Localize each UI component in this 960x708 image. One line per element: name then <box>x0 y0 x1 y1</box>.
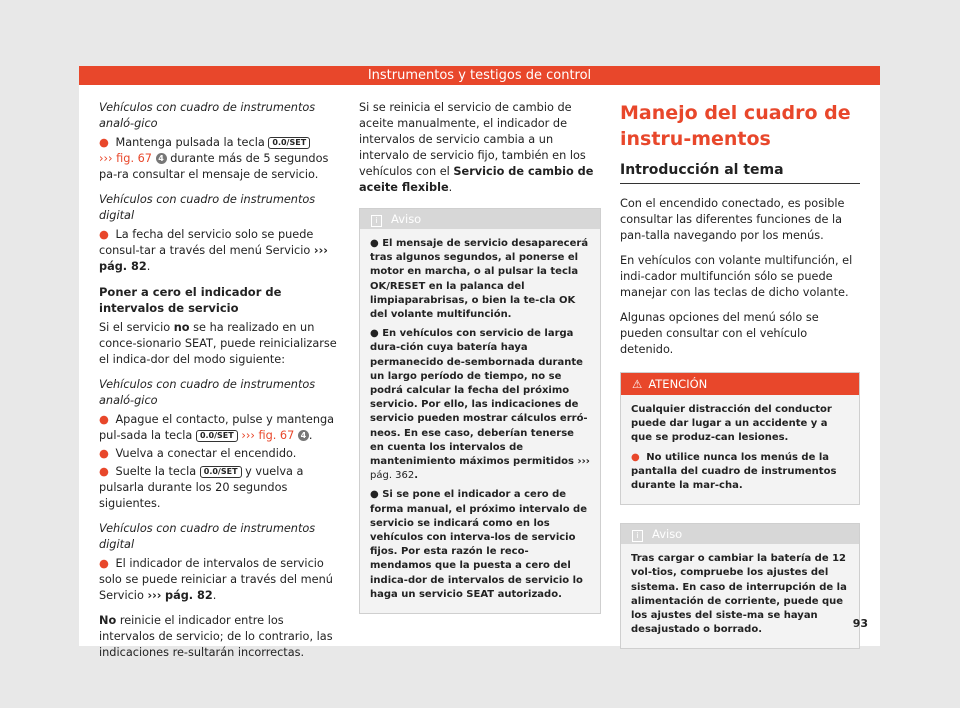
bullet-icon: ● <box>99 413 109 426</box>
bullet-icon: ● <box>99 447 109 460</box>
bullet-item: ● El mensaje de servicio desaparecerá tras algunos segundos, al ponerse el motor en marcha, o al pulsar la tecla OK/RESET en la palanca del limpiaparabrisas, o bien la te-cla OK del volante multifunción. <box>370 238 589 321</box>
bullet-icon: ● <box>370 489 379 501</box>
ok-key: OK <box>558 294 576 306</box>
aviso-body: Tras cargar o cambiar la batería de 12 vol-tios, compruebe los ajustes del sistema. En caso de interrupción de la alimentación de corriente, puede que los ajustes del siste-ma se hayan desajustado o borrado. <box>631 553 847 636</box>
page-link[interactable]: pág. 362 <box>370 470 415 482</box>
paragraph: En vehículos con volante multifunción, el indi-cador multifunción sólo se puede manejar con las teclas de dicho volante. <box>620 254 853 299</box>
ref-arrows: ››› <box>99 152 113 165</box>
manual-page <box>79 66 880 659</box>
aviso-body <box>360 229 600 613</box>
page-link[interactable]: pág. 82 <box>99 260 147 273</box>
bullet-icon: ● <box>370 328 379 340</box>
bullet-item: ● El indicador de intervalos de servicio solo se puede reiniciar a través del menú Servicio ››› pág. 82. <box>99 557 333 602</box>
aviso-header: i Aviso <box>360 209 600 229</box>
paragraph: No reinicie el indicador entre los intervalos de servicio; de lo contrario, las indicaciones re-sultarán incorrectas. <box>99 614 333 659</box>
column-middle <box>359 100 601 614</box>
info-icon: i <box>371 215 382 227</box>
paragraph: Con el encendido conectado, es posible consultar las diferentes funciones de la pan-talla navegando por los menús. <box>620 197 845 242</box>
bullet-item: ● En vehículos con servicio de larga dura-ción cuya batería haya permanecido de-sembornada durante un largo período de tiempo, no se podrá calcular la fecha del próximo servicio. Por ello, las indicaciones de servicio pueden mostrar cálculos erró-neos. En ese caso, deberían tenerse en cuenta los intervalos de mantenimiento máximos permitidos ››› pág. 362. <box>370 328 590 482</box>
ref-arrows: ››› <box>313 244 328 257</box>
ref-arrows: ››› <box>241 429 255 442</box>
page-header: Instrumentos y testigos de control <box>79 66 880 85</box>
bullet-icon: ● <box>99 465 109 478</box>
info-icon: i <box>632 530 643 542</box>
bullet-icon: ● <box>99 228 109 241</box>
aviso-box <box>359 208 601 614</box>
page-link[interactable]: pág. 82 <box>165 589 213 602</box>
aviso-header: i Aviso <box>621 524 859 544</box>
bullet-item: ● Mantenga pulsada la tecla 0.0/SET ››› fig. 67 4 durante más de 5 segundos pa-ra consultar el mensaje de servicio. <box>99 136 329 181</box>
topic-title: Introducción al tema <box>620 162 860 184</box>
callout-number: 4 <box>156 153 167 164</box>
warning-header: ⚠ ATENCIÓN <box>621 373 859 395</box>
section-heading: Poner a cero el indicador de intervalos de servicio <box>99 285 282 315</box>
set-key: 0.0/SET <box>200 466 242 478</box>
subsection-title: Vehículos con cuadro de instrumentos analó-gico <box>99 101 316 130</box>
ref-arrows: ››› <box>147 589 162 602</box>
figure-link[interactable]: fig. 67 <box>258 429 295 442</box>
column-right <box>620 100 860 649</box>
bullet-icon: ● <box>631 451 640 463</box>
ok-reset-key: OK/RESET <box>370 280 426 292</box>
bullet-item: ● Suelte la tecla 0.0/SET y vuelva a pulsarla durante los 20 segundos siguientes. <box>99 465 304 510</box>
aviso-box <box>620 523 860 649</box>
set-key: 0.0/SET <box>268 137 310 149</box>
warning-body: Cualquier distracción del conductor puede dar lugar a un accidente y a que se produz-can lesiones. ● No utilice nunca los menús de la pantalla del cuadro de instrumentos durante la mar-cha. <box>621 395 859 504</box>
bullet-item: ● Vuelva a conectar el encendido. <box>99 447 297 460</box>
bullet-item: ● Si se pone el indicador a cero de forma manual, el próximo intervalo de servicio se indicará como en los vehículos con interva-los de servicio fijos. Por esta razón le reco-mendamos que la puesta a cero del indica-dor de intervalos de servicio lo haga un servicio SEAT autorizado. <box>370 489 587 600</box>
chapter-title: Manejo del cuadro de instru-mentos <box>620 102 851 150</box>
bullet-icon: ● <box>99 136 109 149</box>
page-number: 93 <box>852 617 868 630</box>
bullet-icon: ● <box>370 238 379 249</box>
callout-number: 4 <box>298 430 309 441</box>
warning-triangle-icon: ⚠ <box>632 377 643 391</box>
bullet-icon: ● <box>99 557 109 570</box>
paragraph: Si el servicio no se ha realizado en un conce-sionario SEAT, puede reinicializarse el indica-dor del modo siguiente: <box>99 321 337 366</box>
subsection-title: Vehículos con cuadro de instrumentos digital <box>99 522 316 551</box>
bullet-item: ● No utilice nunca los menús de la pantalla del cuadro de instrumentos durante la mar-cha. <box>631 451 837 492</box>
subsection-title: Vehículos con cuadro de instrumentos analó-gico <box>99 378 316 407</box>
ref-arrows: ››› <box>577 456 590 468</box>
set-key: 0.0/SET <box>196 430 238 442</box>
paragraph: Algunas opciones del menú sólo se pueden consultar con el vehículo detenido. <box>620 311 819 356</box>
column-left <box>99 100 341 670</box>
figure-link[interactable]: fig. 67 <box>116 152 152 165</box>
bullet-item: ● Apague el contacto, pulse y mantenga pul-sada la tecla 0.0/SET ››› fig. 67 4 . <box>99 413 335 442</box>
subsection-title: Vehículos con cuadro de instrumentos digital <box>99 193 316 222</box>
paragraph: Si se reinicia el servicio de cambio de aceite manualmente, el indicador de intervalos de servicio cambia a un intervalo de servicio fijo, también en los vehículos con el Servicio de cambio de aceite flexible. <box>359 101 594 194</box>
bullet-item: ● La fecha del servicio solo se puede consul-tar a través del menú Servicio ››› pág. 82. <box>99 228 328 273</box>
warning-box <box>620 372 860 505</box>
